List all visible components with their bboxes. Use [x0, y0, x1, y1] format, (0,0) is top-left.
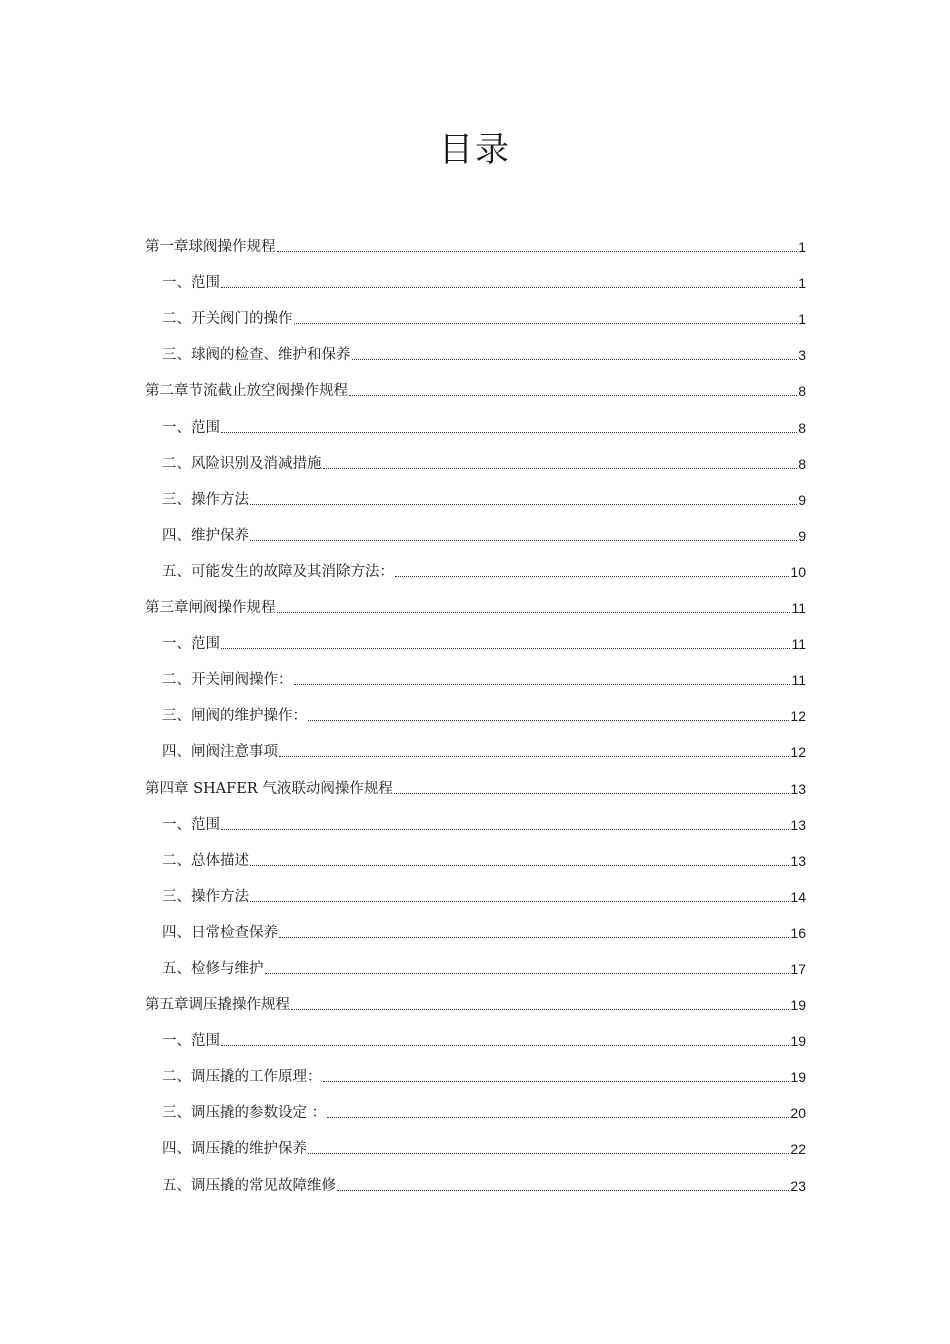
toc-entry-label: 五、可能发生的故障及其消除方法： [162, 563, 394, 580]
toc-entry-page-number: 13 [790, 852, 806, 869]
table-of-contents [145, 220, 806, 1195]
toc-section-entry[interactable] [145, 798, 806, 834]
toc-entry-label: 三、操作方法 [162, 491, 249, 508]
toc-dot-leader [221, 828, 789, 830]
toc-entry-page-number: 1 [798, 239, 806, 256]
toc-entry-label: 四、调压撬的维护保养 [162, 1141, 307, 1158]
toc-section-entry[interactable] [145, 473, 806, 509]
toc-section-entry[interactable] [145, 256, 806, 292]
toc-dot-leader [265, 972, 790, 974]
toc-section-entry[interactable] [145, 1158, 806, 1194]
toc-dot-leader [395, 575, 789, 577]
toc-dot-leader [349, 394, 797, 396]
toc-section-entry[interactable] [145, 1086, 806, 1122]
toc-entry-label: 五、检修与维护 [162, 960, 264, 977]
toc-dot-leader [294, 683, 791, 685]
toc-entry-page-number: 23 [790, 1177, 806, 1194]
toc-entry-page-number: 11 [791, 636, 806, 653]
toc-section-entry[interactable] [145, 1122, 806, 1158]
toc-entry-label: 第一章球阀操作规程 [145, 239, 276, 256]
toc-entry-page-number: 12 [790, 744, 806, 761]
toc-entry-label: 三、闸阀的维护操作： [162, 708, 307, 725]
toc-entry-label: 第二章节流截止放空阀操作规程 [145, 383, 348, 400]
toc-section-entry[interactable] [145, 292, 806, 328]
toc-dot-leader [279, 936, 789, 938]
toc-entry-label: 一、范围 [162, 816, 220, 833]
toc-entry-label: 三、调压撬的参数设定 ： [162, 1105, 327, 1122]
toc-entry-page-number: 20 [790, 1105, 806, 1122]
toc-section-entry[interactable] [145, 653, 806, 689]
toc-section-entry[interactable] [145, 870, 806, 906]
toc-dot-leader [250, 900, 789, 902]
toc-entry-label: 第四章 SHAFER 气液联动阀操作规程 [145, 780, 393, 797]
toc-entry-page-number: 12 [790, 708, 806, 725]
toc-entry-label: 一、范围 [162, 1033, 220, 1050]
toc-entry-label: 二、开关闸阀操作： [162, 672, 293, 689]
toc-entry-page-number: 13 [790, 780, 806, 797]
toc-entry-page-number: 8 [798, 383, 806, 400]
toc-section-entry[interactable] [145, 834, 806, 870]
toc-section-entry[interactable] [145, 509, 806, 545]
toc-entry-page-number: 10 [790, 563, 806, 580]
toc-dot-leader [250, 539, 797, 541]
toc-dot-leader [277, 250, 798, 252]
toc-section-entry[interactable] [145, 545, 806, 581]
toc-dot-leader [308, 719, 789, 721]
toc-dot-leader [221, 647, 790, 649]
toc-dot-leader [221, 431, 797, 433]
toc-entry-label: 二、开关阀门的操作 [162, 311, 293, 328]
toc-chapter-entry[interactable] [145, 978, 806, 1014]
toc-entry-page-number: 1 [798, 311, 806, 328]
toc-entry-label: 第五章调压撬操作规程 [145, 997, 290, 1014]
toc-entry-page-number: 22 [790, 1141, 806, 1158]
toc-dot-leader [250, 864, 789, 866]
toc-entry-label: 四、维护保养 [162, 527, 249, 544]
toc-entry-page-number: 16 [790, 924, 806, 941]
toc-section-entry[interactable] [145, 689, 806, 725]
toc-entry-label: 一、范围 [162, 275, 220, 292]
toc-section-entry[interactable] [145, 400, 806, 436]
toc-section-entry[interactable] [145, 437, 806, 473]
toc-dot-leader [323, 467, 798, 469]
toc-section-entry[interactable] [145, 328, 806, 364]
toc-entry-page-number: 17 [790, 960, 806, 977]
toc-entry-page-number: 11 [791, 672, 806, 689]
toc-entry-page-number: 19 [790, 997, 806, 1014]
toc-section-entry[interactable] [145, 725, 806, 761]
toc-dot-leader [352, 358, 798, 360]
toc-entry-page-number: 9 [798, 527, 806, 544]
toc-entry-page-number: 14 [790, 888, 806, 905]
toc-entry-page-number: 8 [798, 419, 806, 436]
toc-entry-label: 五、调压撬的常见故障维修 [162, 1177, 336, 1194]
page-title: 目录 [439, 130, 511, 170]
toc-section-entry[interactable] [145, 942, 806, 978]
toc-entry-label: 一、范围 [162, 419, 220, 436]
toc-entry-page-number: 13 [790, 816, 806, 833]
toc-entry-label: 四、日常检查保养 [162, 924, 278, 941]
toc-entry-page-number: 3 [798, 347, 806, 364]
toc-section-entry[interactable] [145, 1050, 806, 1086]
toc-dot-leader [279, 755, 789, 757]
toc-entry-page-number: 19 [790, 1069, 806, 1086]
toc-chapter-entry[interactable] [145, 364, 806, 400]
toc-dot-leader [277, 611, 791, 613]
toc-dot-leader [221, 1044, 789, 1046]
toc-entry-page-number: 19 [790, 1033, 806, 1050]
toc-entry-page-number: 8 [798, 455, 806, 472]
toc-section-entry[interactable] [145, 906, 806, 942]
toc-dot-leader [394, 792, 790, 794]
toc-dot-leader [337, 1189, 789, 1191]
toc-entry-page-number: 9 [798, 491, 806, 508]
toc-dot-leader [221, 286, 797, 288]
toc-entry-label: 二、风险识别及消减措施 [162, 455, 322, 472]
toc-dot-leader [323, 1080, 790, 1082]
toc-entry-label: 三、操作方法 [162, 888, 249, 905]
toc-dot-leader [308, 1152, 789, 1154]
toc-dot-leader [294, 322, 798, 324]
toc-entry-page-number: 11 [791, 600, 806, 617]
toc-entry-label: 二、总体描述 [162, 852, 249, 869]
toc-dot-leader [291, 1008, 789, 1010]
toc-section-entry[interactable] [145, 1014, 806, 1050]
toc-chapter-entry[interactable] [145, 761, 806, 797]
toc-chapter-entry[interactable] [145, 220, 806, 256]
toc-entry-label: 三、球阀的检查、维护和保养 [162, 347, 351, 364]
toc-entry-page-number: 1 [798, 275, 806, 292]
toc-entry-label: 二、调压撬的工作原理： [162, 1069, 322, 1086]
toc-dot-leader [250, 503, 797, 505]
toc-entry-label: 四、闸阀注意事项 [162, 744, 278, 761]
toc-chapter-entry[interactable] [145, 581, 806, 617]
toc-entry-label: 第三章闸阀操作规程 [145, 600, 276, 617]
toc-dot-leader [327, 1116, 789, 1118]
toc-section-entry[interactable] [145, 617, 806, 653]
toc-entry-label: 一、范围 [162, 636, 220, 653]
